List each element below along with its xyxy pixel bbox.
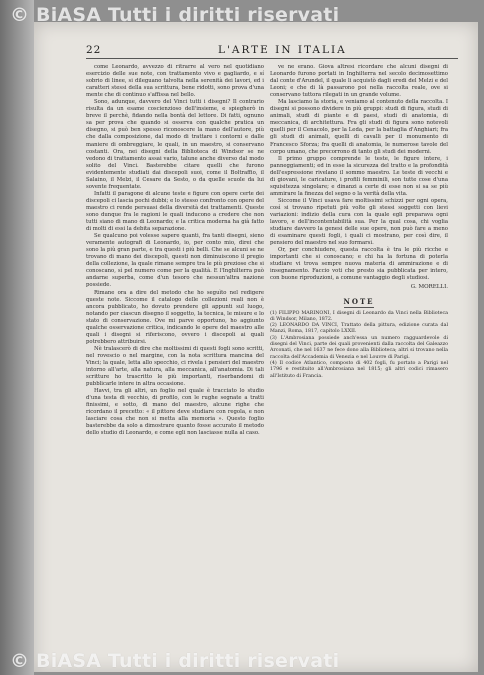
journal-title: L'ARTE IN ITALIA bbox=[218, 44, 347, 56]
watermark-bottom: © BiASA Tutti i diritti riservati bbox=[10, 650, 340, 672]
page-number: 22 bbox=[86, 44, 102, 56]
paragraph: Havvi, tra gli altri, un foglio nel quale è tracciato lo studio d'una testa di vecchio, di profilo, con le rughe segnate a tratti finissimi, e sotto, di mano del maestro, alcune righe che ricordano il precetto: « il pittore deve studiare con regola, e non lasciare cosa che non si metta alla memoria ». Questo foglio basterebbe da solo a dimostrare quanto fosse accurato il metodo dello studio di Leonardo, e come egli non lasciasse nulla al caso. bbox=[86, 388, 264, 437]
paragraph: Infatti il paragone di alcune teste e figure con opere certe dei discepoli ci lascia pochi dubbi; e lo stesso confronto con opere del maestro ci rende persuasi della diversità dei trattamenti. Queste sono dunque fra le ragioni le quali inducono a credere che non tutti siano di mano di Leonardo; e la critica moderna ha già fatto di molti di essi la debita separazione. bbox=[86, 190, 264, 233]
header-rule bbox=[86, 58, 458, 59]
paragraph: ve ne erano. Giova altresì ricordare che alcuni disegni di Leonardo furono portati in Inghilterra nel secolo decimosettimo dal conte d'Arundel, il quale li acquistò dagli eredi del Melzi e del Leoni; e che di là passarono poi nella raccolta reale, ove si conservano tuttora rilegati in un grande volume. bbox=[270, 64, 448, 99]
paragraph: Se qualcuno poi volesse sapere quanti, fra tanti disegni, sieno veramente autografi di Leonardo, io, per conto mio, direi che sono la più gran parte, e tra questi i più belli. Che se alcuni se ne trovano di mano dei discepoli, questi non diminuiscono il pregio della collezione, la quale rimane sempre tra le più preziose che si conoscano, sì pel numero come per la qualità. E l'Inghilterra può andarne superba, come d'un tesoro che nessun'altra nazione possiede. bbox=[86, 233, 264, 289]
notes-rule bbox=[344, 307, 374, 308]
notes-heading: NOTE bbox=[343, 296, 375, 306]
running-header bbox=[86, 44, 458, 58]
paragraph: come Leonardo, avvezzo di ritrarre al vero nel quotidiano esercizio delle sue note, con trattamento vivo e gagliardo, e sí sobrio di linee, si dileguano talvolta nella serenità dei lavori, ed i caratteri stessi della sua scrittura, bene ridotti, sono prova d'una mente che di continuo s'affissa nel bello. bbox=[86, 64, 264, 99]
paragraph: Siccome il Vinci usava fare moltissimi schizzi per ogni opera, così si trovano ripetuti più volte gli stessi soggetti con lievi variazioni: indizio della cura con la quale egli preparava ogni lavoro, e dell'incontentabilità sua. Per la qual cosa, chi voglia studiare davvero la genesi delle sue opere, non può fare a meno di esaminare questi fogli, i quali ci mostrano, per così dire, il pensiero del maestro nel suo formarsi. bbox=[270, 197, 448, 247]
paragraph: Nè tralascerò di dire che moltissimi di questi fogli sono scritti, nel rovescio o nel margine, con la nota scrittura mancina del Vinci; la quale, letta allo specchio, ci rivela i pensieri del maestro intorno all'arte, alla natura, alla meccanica, all'anatomia. Di tali scritture ho trascritto le più importanti, riserbandomi di pubblicarle intere in altra occasione. bbox=[86, 345, 264, 388]
paragraph: Sono, adunque, davvero del Vinci tutti i disegni? Il contrario risulta da un esame coscienzioso dell'insieme, e spiegherò in breve il perchè, fidando nella bontà del lettore. Di fatti, ognuno sa per prova che quando si osserva con qualche pratica un disegno, si può ben spesso riconoscere la mano dell'autore, più che dalla composizione, dal modo di trattare i contorni e dalle maniere di ombreggiare, le quali, in un maestro, si conservano costanti. Ora, nei disegni della Biblioteca di Windsor se ne vedono di trattamento assai vario, talune anche diverso dal modo solito del Vinci. Basterebbe citare quelli che furono evidentemente studiati dai discepoli suoi, come il Boltraffio, il Salaino, il Melzi, il Cesare da Sesto, o da quelle scuole da lui sovente frequentate. bbox=[86, 99, 264, 190]
footnote: (2) LEONARDO DA VINCI, Trattato della pittura, edizione curata dal Manzi, Roma, 1817, capitolo LXXII. bbox=[270, 323, 448, 335]
paragraph: Or, per conchiudere, questa raccolta è tra le più ricche e importanti che si conoscano; e chi ha la fortuna di poterla studiare vi trova sempre nuova materia di ammirazione e di insegnamento. Faccio voti che presto sia pubblicata per intero, con buone riproduzioni, a comune vantaggio degli studiosi. bbox=[270, 247, 448, 282]
watermark-top: © BiASA Tutti i diritti riservati bbox=[10, 4, 340, 26]
paragraph: Rimane ora a dire del metodo che ho seguìto nel redigere queste note. Siccome il catalogo delle collezioni reali non è ancora pubblicato, ho dovuto prendere gli appunti sul luogo, notando per ciascun disegno il soggetto, la tecnica, le misure e lo stato di conservazione. Ove mi parve opportuno, ho aggiunto qualche osservazione critica, indicando le opere del maestro alle quali i disegni si riferiscono, ovvero i discepoli ai quali potrebbero attribuirsi. bbox=[86, 289, 264, 345]
footnote: (3) L'Ambrosiana possiede anch'essa un numero ragguardevole di disegni del Vinci, parte dei quali provenienti dalla raccolta del Galeazzo Arconati, che nel 1637 ne fece dono alla Biblioteca; altri si trovano nella raccolta dell'Accademia di Venezia e nel Louvre di Parigi. bbox=[270, 335, 448, 360]
paragraph: Ma lasciamo la storia, e veniamo al contenuto della raccolta. I disegni si possono dividere in più gruppi: studi di figura, studi di animali, studi di piante e di paesi, studi di anatomia, di meccanica, di architettura. Fra gli studi di figura sono notevoli quelli per il Cenacolo, per la Leda, per la battaglia d'Anghiari; fra gli studi di animali, quelli di cavalli per il monumento di Francesco Sforza; fra quelli di anatomia, le numerose tavole del corpo umano, che precorrono di tanto gli studi dei moderni. bbox=[270, 99, 448, 155]
left-column bbox=[86, 64, 264, 644]
author-signature: G. MORELLI. bbox=[410, 284, 448, 291]
right-column bbox=[270, 64, 448, 644]
book-spine-edge bbox=[0, 0, 34, 675]
paragraph: Il primo gruppo comprende le teste, le figure intere, i panneggiamenti; ed in esse la sicurezza del tratto e la profondità dell'espressione rivelano il sommo maestro. Le teste di vecchi e di giovani, le caricature, i profili femminili, son tutte cose d'una squisitezza singolare; e dinanzi a certe di esse non si sa se più ammirare la finezza del segno o la verità della vita. bbox=[270, 155, 448, 197]
footnote: (4) Il codice Atlantico, composto di 402 fogli, fu portato a Parigi nel 1796 e restituito all'Ambrosiana nel 1815; gli altri codici rimasero all'Istituto di Francia. bbox=[270, 360, 448, 379]
footnote: (1) FILIPPO MARINONI, I disegni di Leonardo da Vinci nella Biblioteca di Windsor, Milano, 1872. bbox=[270, 310, 448, 322]
